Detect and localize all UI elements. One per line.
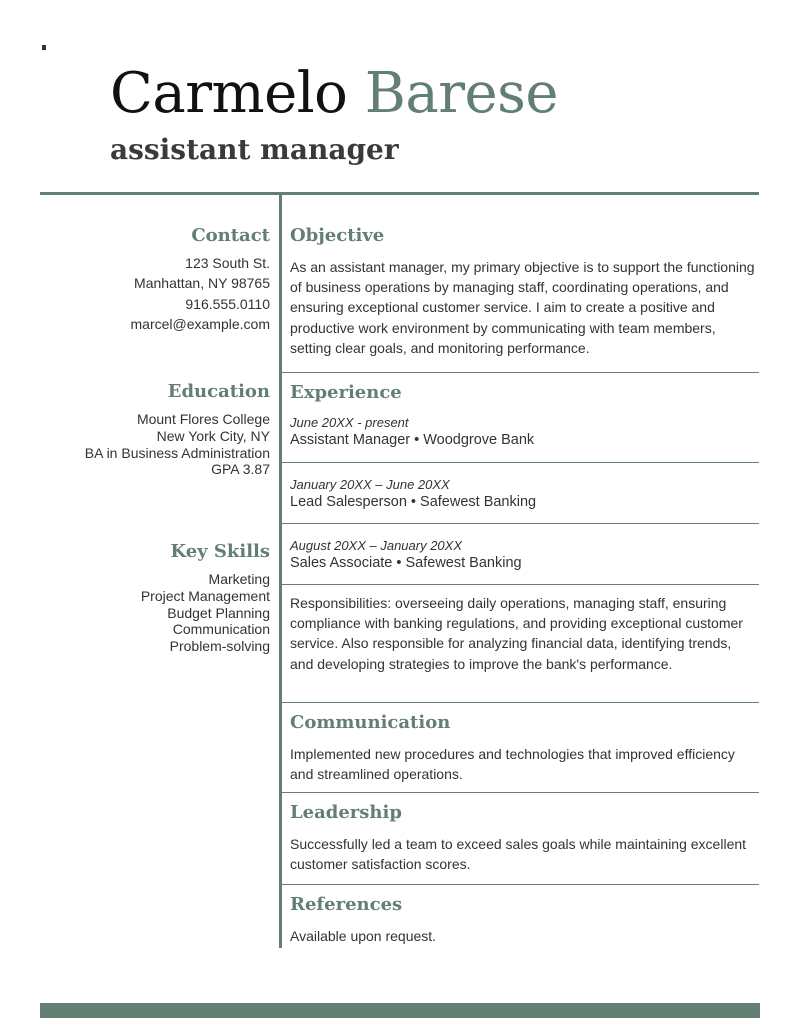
- objective-text: As an assistant manager, my primary objective is to support the functioning of business operations by managing staff, coordinating operations, and ensuring exceptional customer service. I aim to create a positive and productive work environment by communicating with team members, setting clear goals, and monitoring performance.: [290, 259, 755, 356]
- resume-header: [110, 58, 558, 168]
- school-location: New York City, NY: [156, 427, 270, 444]
- leadership-heading: Leadership: [290, 802, 402, 823]
- references-text: Available upon request.: [290, 928, 437, 944]
- degree: BA in Business Administration: [84, 444, 270, 461]
- address-line-2: Manhattan, NY 98765: [134, 275, 270, 292]
- job-role: Lead Salesperson • Safewest Banking: [290, 494, 537, 510]
- section-divider: [282, 792, 759, 793]
- experience-section: [290, 381, 755, 449]
- responsibilities-block: [290, 593, 755, 674]
- job-title: assistant manager: [110, 133, 399, 166]
- job-dates: June 20XX - present: [290, 415, 409, 430]
- section-divider: [282, 884, 759, 885]
- address-line-1: 123 South St.: [185, 255, 270, 271]
- section-divider: [282, 372, 759, 373]
- email: marcel@example.com: [130, 315, 270, 332]
- education-section: [40, 380, 270, 478]
- leadership-section: [290, 801, 755, 874]
- skill-item: Marketing: [208, 571, 270, 587]
- skill-item: Project Management: [140, 587, 270, 604]
- footer-bar: [40, 1003, 760, 1018]
- skill-item: Budget Planning: [167, 604, 270, 621]
- job-divider: [282, 584, 759, 585]
- job-divider: [282, 523, 759, 524]
- last-name: Barese: [364, 61, 559, 126]
- objective-heading: Objective: [290, 225, 385, 246]
- job-role: Assistant Manager • Woodgrove Bank: [290, 432, 535, 448]
- responsibilities-text: Responsibilities: overseeing daily operations, managing staff, ensuring compliance with banking regulations, and providing exceptional customer service. Also responsible for analyzing financial data, identifying trends, and developing strategies to improve the bank's performance.: [290, 595, 743, 672]
- skill-item: Communication: [172, 621, 270, 638]
- communication-section: [290, 711, 755, 784]
- experience-heading: Experience: [290, 382, 402, 403]
- column-divider: [279, 195, 282, 948]
- skills-section: [40, 540, 270, 655]
- job-dates: August 20XX – January 20XX: [290, 538, 463, 553]
- objective-section: [290, 224, 755, 358]
- leadership-text: Successfully led a team to exceed sales goals while maintaining excellent customer satisfaction scores.: [290, 836, 747, 873]
- skill-item: Problem-solving: [169, 638, 270, 655]
- contact-section: [40, 224, 270, 333]
- school: Mount Flores College: [136, 411, 270, 427]
- references-heading: References: [290, 894, 403, 915]
- job-divider: [282, 462, 759, 463]
- job-role: Sales Associate • Safewest Banking: [290, 555, 522, 571]
- job-entry: [290, 477, 755, 511]
- skills-heading: Key Skills: [170, 541, 270, 562]
- section-divider: [282, 702, 759, 703]
- phone: 916.555.0110: [185, 295, 270, 312]
- references-section: [290, 893, 755, 946]
- education-heading: Education: [167, 381, 270, 402]
- gpa: GPA 3.87: [211, 461, 270, 478]
- corner-mark: [42, 45, 46, 50]
- job-entry: [290, 538, 755, 572]
- contact-heading: Contact: [191, 225, 270, 246]
- first-name: Carmelo: [110, 61, 348, 126]
- job-dates: January 20XX – June 20XX: [290, 477, 450, 492]
- full-name: [110, 58, 558, 130]
- communication-heading: Communication: [290, 712, 451, 733]
- header-divider: [40, 192, 759, 195]
- communication-text: Implemented new procedures and technologies that improved efficiency and streamlined operations.: [290, 746, 735, 783]
